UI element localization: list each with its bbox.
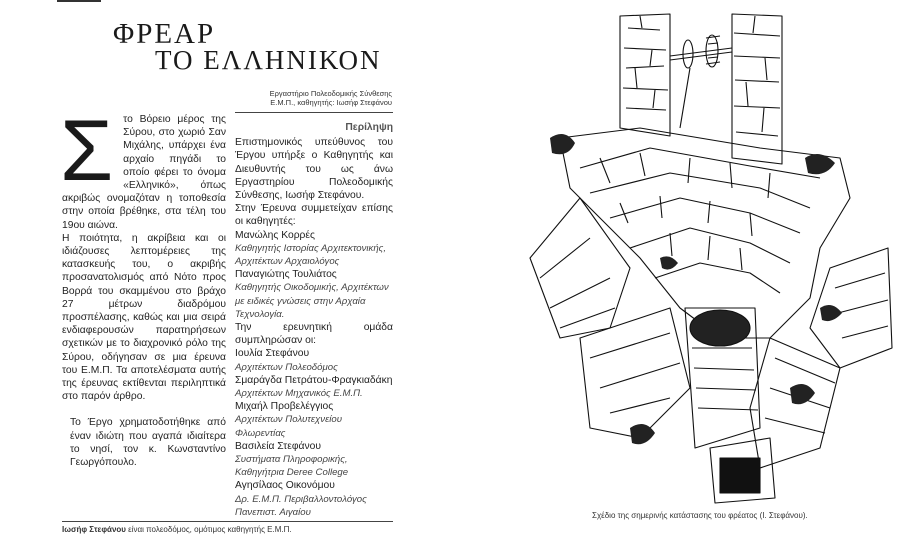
professor-role: Καθηγητής Οικοδομικής, Αρχιτέκτων με ειδικές γνώσεις στην Αρχαία Τεχνολογία. xyxy=(235,282,389,320)
team-member-name: Ιουλία Στεφάνου xyxy=(235,348,310,360)
summary-intro: Επιστημονικός υπεύθυνος του Έργου υπήρξε ο Καθηγητής και Διευθυντής του ως άνω Εργαστηρίου Πολεοδομικής Σύνθεσης, Ιωσήφ Στεφάνου. xyxy=(235,137,393,202)
lab-credit xyxy=(258,89,392,107)
credit-line2: Ε.Μ.Π., καθηγητής: Ιωσήφ Στεφάνου xyxy=(270,98,392,107)
summary-participants-intro: Στην Έρευνα συμμετείχαν επίσης οι καθηγητές: xyxy=(235,203,393,228)
team-member-role: Δρ. Ε.Μ.Π. Περιβαλλοντολόγος Πανεπιστ. Αιγαίου xyxy=(235,493,367,518)
article-title-line2: ΤΟ ΕΛΛΗΝΙΚΟΝ xyxy=(155,45,382,75)
article-title-line1: ΦΡΕΑΡ xyxy=(113,18,216,50)
team-member-role: Αρχιτέκτων Πολεοδόμος xyxy=(235,361,338,373)
team-member-role: Αρχιτέκτων Μηχανικός Ε.Μ.Π. xyxy=(235,388,363,400)
team-member-role: Συστήματα Πληροφορικής, Καθηγήτρια Deree College xyxy=(235,454,349,479)
summary-column xyxy=(235,121,393,519)
team-member-name: Βασιλεία Στεφάνου xyxy=(235,440,321,452)
paragraph-funding: Το Έργο χρηματοδοτήθηκε από έναν ιδιώτη που αγαπά ιδιαίτερα το νησί, τον κ. Κωνσταντίνο Γεωργόπουλο. xyxy=(70,417,226,469)
professor-role: Καθηγητής Ιστορίας Αρχιτεκτονικής, Αρχιτέκτων Αρχαιολόγος xyxy=(235,242,386,268)
summary-heading: Περίληψη xyxy=(345,122,393,133)
team-member-name: Μιχαήλ Προβελέγγιος xyxy=(235,401,334,413)
figure-caption: Σχέδιο της σημερινής κατάστασης του φρέατος (Ι. Στεφάνου). xyxy=(592,511,808,520)
well-opening xyxy=(685,308,775,503)
paragraph-research: Η ποιότητα, η ακρίβεια και οι ιδιάζουσες λεπτομέρειες της κατασκευής του, ο ακριβής προσανατολισμός από Νότο προς Βορρά του σκαμμένου στο βράχο 27 μέτρων διαδρόμου προσπέλασης, καθώς και μια σειρά ενδιαφερουσών παρατηρήσεων σχετικών με το διαχρονικό ρόλο της Σύρου, οδήγησαν σε μια έρευνα του Ε.Μ.Π. Τα αποτελέσματα αυτής της έρευνας εκτίθενται περιληπτικά στο παρόν άρθρο. xyxy=(62,232,226,403)
paragraph-intro: το Βόρειο μέρος της Σύρου, στο χωριό Σαν Μιχάλης, υπάρχει ένα αρχαίο πηγάδι το οποίο φέρει το όνομα «Ελληνικό», όπως ακριβώς ονομαζόταν η τοποθεσία στην οποία βρέθηκε, στα τέλη του 19ου αιώνα. xyxy=(62,114,226,231)
credit-line1: Εργαστήριο Πολεοδομικής Σύνθεσης xyxy=(269,89,392,98)
drop-cap: Σ xyxy=(60,103,114,199)
team-member-role: Αρχιτέκτων Πολυτεχνείου Φλωρεντίας xyxy=(235,414,343,439)
professor-name: Παναγιώτης Τουλιάτος xyxy=(235,269,337,281)
well-sketch-illustration xyxy=(520,8,898,508)
author-footnote xyxy=(62,525,292,534)
summary-team-intro: Την ερευνητική ομάδα συμπληρώσαν οι: xyxy=(235,322,393,347)
author-name: Ιωσήφ Στεφάνου xyxy=(62,525,126,534)
team-member-name: Αγησίλαος Οικονόμου xyxy=(235,480,335,492)
winch-mechanism xyxy=(670,35,732,128)
author-bio: είναι πολεοδόμος, ομότιμος καθηγητής Ε.Μ.Π. xyxy=(125,525,292,534)
article-column-1 xyxy=(60,103,226,469)
top-rule xyxy=(57,0,101,2)
footer-rule xyxy=(62,521,393,522)
vegetation-shading xyxy=(550,134,842,444)
professor-name: Μανώλης Κορρές xyxy=(235,229,315,241)
stone-pillars xyxy=(620,14,782,164)
team-member-name: Σμαράγδα Πετράτου-Φραγκιαδάκη xyxy=(235,374,393,386)
